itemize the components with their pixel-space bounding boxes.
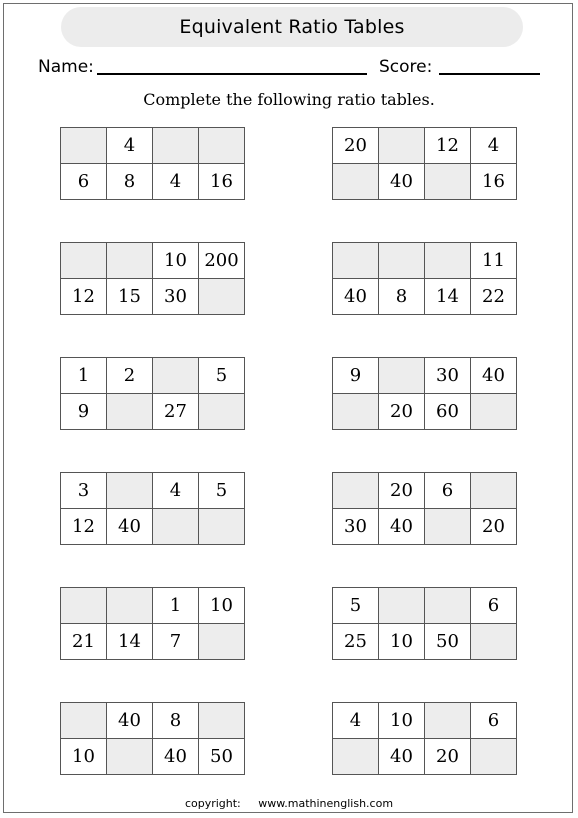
ratio-row-top — [61, 243, 245, 279]
blank-answer-cell[interactable] — [425, 243, 471, 279]
blank-answer-cell[interactable] — [425, 509, 471, 545]
ratio-value-cell: 4 — [333, 703, 379, 739]
blank-answer-cell[interactable] — [333, 243, 379, 279]
ratio-row-top — [61, 128, 245, 164]
ratio-row-top — [61, 588, 245, 624]
site-link[interactable]: www.mathinenglish.com — [258, 797, 394, 810]
blank-answer-cell[interactable] — [61, 703, 107, 739]
ratio-value-cell: 40 — [333, 279, 379, 315]
ratio-value-cell: 10 — [61, 739, 107, 775]
ratio-table — [60, 357, 245, 430]
ratio-table — [60, 472, 245, 545]
blank-answer-cell[interactable] — [199, 509, 245, 545]
ratio-table — [60, 127, 245, 200]
ratio-value-cell: 12 — [61, 279, 107, 315]
ratio-value-cell: 20 — [333, 128, 379, 164]
ratio-table — [332, 702, 517, 775]
blank-answer-cell[interactable] — [379, 358, 425, 394]
ratio-value-cell: 16 — [471, 164, 517, 200]
blank-answer-cell[interactable] — [199, 624, 245, 660]
blank-answer-cell[interactable] — [425, 588, 471, 624]
blank-answer-cell[interactable] — [107, 739, 153, 775]
ratio-value-cell: 10 — [153, 243, 199, 279]
ratio-row-top — [333, 473, 517, 509]
blank-answer-cell[interactable] — [425, 164, 471, 200]
ratio-row-bottom — [333, 394, 517, 430]
blank-answer-cell[interactable] — [471, 394, 517, 430]
ratio-value-cell: 60 — [425, 394, 471, 430]
blank-answer-cell[interactable] — [153, 358, 199, 394]
blank-answer-cell[interactable] — [199, 128, 245, 164]
ratio-value-cell: 6 — [61, 164, 107, 200]
ratio-value-cell: 8 — [153, 703, 199, 739]
ratio-row-bottom — [61, 624, 245, 660]
ratio-value-cell: 50 — [425, 624, 471, 660]
ratio-value-cell: 3 — [61, 473, 107, 509]
blank-answer-cell[interactable] — [199, 394, 245, 430]
blank-answer-cell[interactable] — [333, 394, 379, 430]
blank-answer-cell[interactable] — [107, 473, 153, 509]
blank-answer-cell[interactable] — [425, 703, 471, 739]
blank-answer-cell[interactable] — [333, 739, 379, 775]
ratio-value-cell: 9 — [61, 394, 107, 430]
ratio-value-cell: 6 — [471, 703, 517, 739]
ratio-row-top — [61, 358, 245, 394]
ratio-value-cell: 5 — [199, 473, 245, 509]
ratio-value-cell: 4 — [153, 164, 199, 200]
blank-answer-cell[interactable] — [199, 703, 245, 739]
ratio-row-top — [333, 703, 517, 739]
ratio-value-cell: 10 — [379, 624, 425, 660]
score-label: Score: — [379, 57, 433, 77]
ratio-row-bottom — [333, 164, 517, 200]
ratio-row-top — [333, 358, 517, 394]
ratio-row-bottom — [61, 394, 245, 430]
ratio-row-top — [333, 243, 517, 279]
blank-answer-cell[interactable] — [153, 128, 199, 164]
blank-answer-cell[interactable] — [107, 243, 153, 279]
ratio-value-cell: 5 — [199, 358, 245, 394]
blank-answer-cell[interactable] — [107, 394, 153, 430]
ratio-row-bottom — [61, 509, 245, 545]
ratio-value-cell: 22 — [471, 279, 517, 315]
ratio-value-cell: 6 — [471, 588, 517, 624]
ratio-value-cell: 6 — [425, 473, 471, 509]
ratio-table — [60, 587, 245, 660]
ratio-value-cell: 12 — [425, 128, 471, 164]
ratio-value-cell: 40 — [107, 509, 153, 545]
ratio-row-top — [61, 703, 245, 739]
ratio-value-cell: 20 — [425, 739, 471, 775]
ratio-value-cell: 50 — [199, 739, 245, 775]
ratio-value-cell: 9 — [333, 358, 379, 394]
ratio-table — [60, 242, 245, 315]
ratio-value-cell: 30 — [333, 509, 379, 545]
ratio-table — [332, 357, 517, 430]
ratio-value-cell: 2 — [107, 358, 153, 394]
blank-answer-cell[interactable] — [379, 243, 425, 279]
ratio-value-cell: 4 — [471, 128, 517, 164]
ratio-value-cell: 20 — [379, 473, 425, 509]
ratio-value-cell: 40 — [379, 509, 425, 545]
ratio-table — [332, 127, 517, 200]
ratio-row-bottom — [61, 739, 245, 775]
ratio-row-bottom — [333, 279, 517, 315]
ratio-value-cell: 20 — [379, 394, 425, 430]
ratio-value-cell: 30 — [425, 358, 471, 394]
ratio-value-cell: 40 — [379, 164, 425, 200]
ratio-value-cell: 15 — [107, 279, 153, 315]
ratio-value-cell: 40 — [107, 703, 153, 739]
ratio-value-cell: 25 — [333, 624, 379, 660]
ratio-value-cell: 8 — [379, 279, 425, 315]
ratio-value-cell: 4 — [107, 128, 153, 164]
ratio-value-cell: 1 — [153, 588, 199, 624]
ratio-value-cell: 30 — [153, 279, 199, 315]
blank-answer-cell[interactable] — [471, 624, 517, 660]
footer — [0, 797, 578, 810]
ratio-value-cell: 21 — [61, 624, 107, 660]
blank-answer-cell[interactable] — [379, 128, 425, 164]
blank-answer-cell[interactable] — [107, 588, 153, 624]
ratio-value-cell: 10 — [199, 588, 245, 624]
ratio-value-cell: 1 — [61, 358, 107, 394]
ratio-value-cell: 12 — [61, 509, 107, 545]
blank-answer-cell[interactable] — [379, 588, 425, 624]
blank-answer-cell[interactable] — [471, 739, 517, 775]
ratio-value-cell: 20 — [471, 509, 517, 545]
ratio-value-cell: 14 — [107, 624, 153, 660]
ratio-value-cell: 40 — [153, 739, 199, 775]
ratio-table — [332, 242, 517, 315]
blank-answer-cell[interactable] — [61, 128, 107, 164]
ratio-value-cell: 40 — [379, 739, 425, 775]
blank-answer-cell[interactable] — [333, 473, 379, 509]
ratio-row-top — [333, 128, 517, 164]
score-field-line[interactable] — [439, 73, 540, 75]
instructions: Complete the following ratio tables. — [143, 90, 435, 109]
ratio-value-cell: 4 — [153, 473, 199, 509]
ratio-row-bottom — [61, 164, 245, 200]
ratio-row-bottom — [333, 509, 517, 545]
ratio-row-bottom — [333, 739, 517, 775]
ratio-value-cell: 27 — [153, 394, 199, 430]
blank-answer-cell[interactable] — [471, 473, 517, 509]
ratio-value-cell: 7 — [153, 624, 199, 660]
ratio-value-cell: 40 — [471, 358, 517, 394]
blank-answer-cell[interactable] — [153, 509, 199, 545]
ratio-value-cell: 14 — [425, 279, 471, 315]
ratio-row-top — [333, 588, 517, 624]
worksheet-title: Equivalent Ratio Tables — [61, 7, 523, 47]
name-label: Name: — [38, 57, 94, 77]
ratio-value-cell: 8 — [107, 164, 153, 200]
ratio-value-cell: 5 — [333, 588, 379, 624]
blank-answer-cell[interactable] — [61, 588, 107, 624]
ratio-table — [60, 702, 245, 775]
blank-answer-cell[interactable] — [199, 279, 245, 315]
ratio-value-cell: 11 — [471, 243, 517, 279]
copyright-label: copyright: — [184, 797, 241, 810]
name-field-line[interactable] — [97, 73, 367, 75]
ratio-row-bottom — [333, 624, 517, 660]
blank-answer-cell[interactable] — [61, 243, 107, 279]
ratio-row-top — [61, 473, 245, 509]
ratio-value-cell: 16 — [199, 164, 245, 200]
ratio-value-cell: 200 — [199, 243, 245, 279]
blank-answer-cell[interactable] — [333, 164, 379, 200]
ratio-value-cell: 10 — [379, 703, 425, 739]
ratio-row-bottom — [61, 279, 245, 315]
ratio-table — [332, 472, 517, 545]
ratio-table — [332, 587, 517, 660]
